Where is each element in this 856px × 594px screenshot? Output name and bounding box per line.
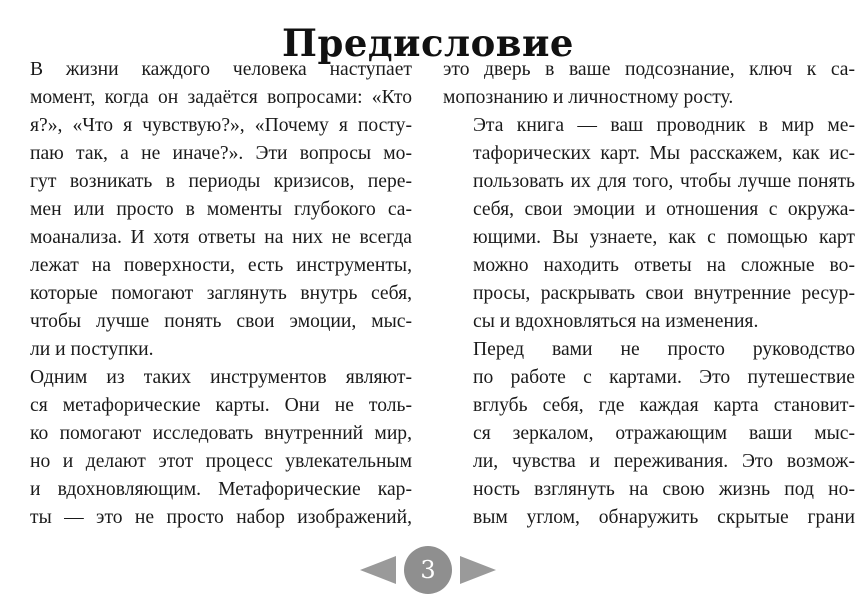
- page-navigation: [360, 546, 496, 594]
- text-line: мопознанию и личностному росту.: [443, 87, 734, 108]
- text-line: и вдохновляющим. Метафорические кар-: [30, 479, 412, 500]
- text-line: ли, чувства и переживания. Это возмож-: [473, 451, 855, 472]
- paragraph: [0, 364, 412, 532]
- text-column-left: [0, 56, 412, 532]
- text-line: пользовать их для того, чтобы лучше понять: [473, 171, 855, 192]
- next-page-icon[interactable]: [460, 556, 496, 584]
- text-line: ты — это не просто набор изображений,: [30, 507, 412, 528]
- previous-page-icon[interactable]: [360, 556, 396, 584]
- text-line: момент, когда он задаётся вопросами: «Кто: [30, 87, 412, 108]
- text-line: ся метафорические карты. Они не толь-: [30, 395, 412, 416]
- text-line: тафорических карт. Мы расскажем, как ис-: [473, 143, 855, 164]
- text-line: ко помогают исследовать внутренний мир,: [30, 423, 412, 444]
- text-line: себя, свои эмоции и отношения с окружа-: [473, 199, 855, 220]
- paragraph: [443, 112, 855, 336]
- text-line: ющими. Вы узнаете, как с помощью карт: [473, 227, 855, 248]
- text-line: Перед вами не просто руководство: [473, 339, 855, 360]
- text-line: сы и вдохновляться на изменения.: [473, 311, 759, 332]
- text-line: которые помогают заглянуть внутрь себя,: [30, 283, 412, 304]
- text-line: мен или просто в моменты глубокого са-: [30, 199, 412, 220]
- text-line: Одним из таких инструментов являют-: [30, 367, 412, 388]
- text-line: вглубь себя, где каждая карта становит-: [473, 395, 855, 416]
- text-line: моанализа. И хотя ответы на них не всегда: [30, 227, 412, 248]
- text-column-right: [443, 56, 855, 532]
- text-line: ность взглянуть на свою жизнь под но-: [473, 479, 855, 500]
- text-line: В жизни каждого человека наступает: [30, 59, 412, 80]
- paragraph: [443, 56, 855, 112]
- text-line: ся зеркалом, отражающим ваши мыс-: [473, 423, 855, 444]
- text-line: по работе с картами. Это путешествие: [473, 367, 855, 388]
- text-line: лежат на поверхности, есть инструменты,: [30, 255, 412, 276]
- text-line: но и делают этот процесс увлекательным: [30, 451, 412, 472]
- text-line: Эта книга — ваш проводник в мир ме-: [473, 115, 855, 136]
- text-line: гут возникать в периоды кризисов, пере-: [30, 171, 412, 192]
- page-number: 3: [404, 546, 452, 594]
- text-line: паю так, а не иначе?». Эти вопросы мо-: [30, 143, 412, 164]
- text-line: ли и поступки.: [30, 339, 154, 360]
- page-title: Предисловие: [282, 20, 574, 65]
- text-line: вым углом, обнаружить скрытые грани: [473, 507, 855, 528]
- text-line: просы, раскрывать свои внутренние ресур-: [473, 283, 855, 304]
- text-line: я?», «Что я чувствую?», «Почему я посту-: [30, 115, 412, 136]
- text-line: можно находить ответы на сложные во-: [473, 255, 855, 276]
- text-line: чтобы лучше понять свои эмоции, мыс-: [30, 311, 412, 332]
- paragraph: [0, 56, 412, 364]
- text-line: это дверь в ваше подсознание, ключ к са-: [443, 59, 855, 80]
- paragraph: [443, 336, 855, 532]
